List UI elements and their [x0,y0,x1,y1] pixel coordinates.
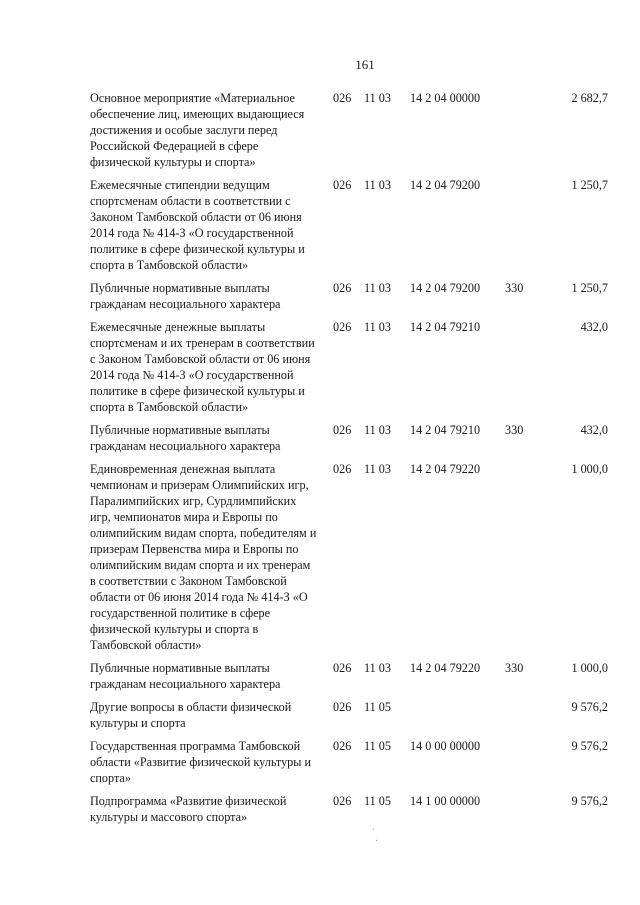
row-ved: 026 [333,91,352,105]
row-vr: 330 [505,423,524,437]
row-rz-pr: 11 05 [364,700,391,714]
row-sum: 1 000,0 [571,661,608,675]
row-name: Другие вопросы в области физической культуры и спорта [90,700,292,730]
row-rz-pr: 11 03 [364,423,391,437]
table-row [0,660,640,692]
row-csr: 14 2 04 79220 [410,462,481,476]
table-row [0,90,640,170]
row-name: Основное мероприятие «Материальное обеспечение лиц, имеющих выдающиеся достижения и особые заслуги перед Российской Федерацией в сфере физической культуры и спорта» [90,91,305,169]
row-rz-pr: 11 03 [364,320,391,334]
row-sum: 1 250,7 [571,178,608,192]
row-csr: 14 1 00 00000 [410,794,481,808]
row-sum: 9 576,2 [571,794,608,808]
row-ved: 026 [333,281,352,295]
row-csr: 14 2 04 79220 [410,661,481,675]
row-vr: 330 [505,281,524,295]
table-row [0,422,640,454]
row-name: Ежемесячные стипендии ведущим спортсменам области в соответствии с Законом Тамбовской области от 06 июня 2014 года № 414-З «О государственной политике в сфере физической культуры и спорта в Тамбовской области» [90,178,305,272]
row-name: Подпрограмма «Развитие физической культуры и массового спорта» [90,794,287,824]
scan-speck: · [375,836,379,847]
row-sum: 9 576,2 [571,739,608,753]
row-sum: 1 000,0 [571,462,608,476]
row-sum: 432,0 [580,320,608,334]
table-row [0,280,640,312]
page-number: 161 [355,57,375,72]
row-sum: 2 682,7 [571,91,608,105]
row-rz-pr: 11 05 [364,794,391,808]
table-row [0,699,640,731]
row-sum: 1 250,7 [571,281,608,295]
table-row [0,319,640,415]
scan-speck: . [372,822,375,833]
row-ved: 026 [333,320,352,334]
budget-table [0,90,640,832]
row-name: Публичные нормативные выплаты гражданам несоциального характера [90,281,281,311]
row-ved: 026 [333,178,352,192]
row-ved: 026 [333,462,352,476]
row-csr: 14 2 04 00000 [410,91,481,105]
row-rz-pr: 11 03 [364,178,391,192]
row-rz-pr: 11 03 [364,281,391,295]
row-csr: 14 2 04 79210 [410,423,481,437]
row-ved: 026 [333,423,352,437]
row-sum: 9 576,2 [571,700,608,714]
row-rz-pr: 11 05 [364,739,391,753]
row-ved: 026 [333,739,352,753]
row-rz-pr: 11 03 [364,462,391,476]
row-name: Публичные нормативные выплаты гражданам несоциального характера [90,661,281,691]
row-csr: 14 2 04 79210 [410,320,481,334]
row-sum: 432,0 [580,423,608,437]
row-csr: 14 0 00 00000 [410,739,481,753]
row-name: Публичные нормативные выплаты гражданам несоциального характера [90,423,281,453]
row-rz-pr: 11 03 [364,661,391,675]
row-ved: 026 [333,661,352,675]
table-row [0,461,640,653]
row-ved: 026 [333,700,352,714]
table-row [0,738,640,786]
row-ved: 026 [333,794,352,808]
row-csr: 14 2 04 79200 [410,281,481,295]
row-name: Государственная программа Тамбовской области «Развитие физической культуры и спорта» [90,739,312,785]
row-rz-pr: 11 03 [364,91,391,105]
row-vr: 330 [505,661,524,675]
row-name: Единовременная денежная выплата чемпионам и призерам Олимпийских игр, Паралимпийских игр, Сурдлимпийских игр, чемпионатов мира и Европы по олимпийским видам спорта, победителям и призерам Первенства мира и Европы по олимпийским видам спорта и их тренерам в соответствии с Законом Тамбовской области от 06 июня 2014 года № 414-З «О государственной политике в сфере физической культуры и спорта в Тамбовской области» [90,462,317,652]
table-row [0,177,640,273]
table-row [0,793,640,825]
row-csr: 14 2 04 79200 [410,178,481,192]
row-name: Ежемесячные денежные выплаты спортсменам и их тренерам в соответствии с Законом Тамбовской области от 06 июня 2014 года № 414-З «О государственной политике в сфере физической культуры и спорта в Тамбовской области» [90,320,315,414]
